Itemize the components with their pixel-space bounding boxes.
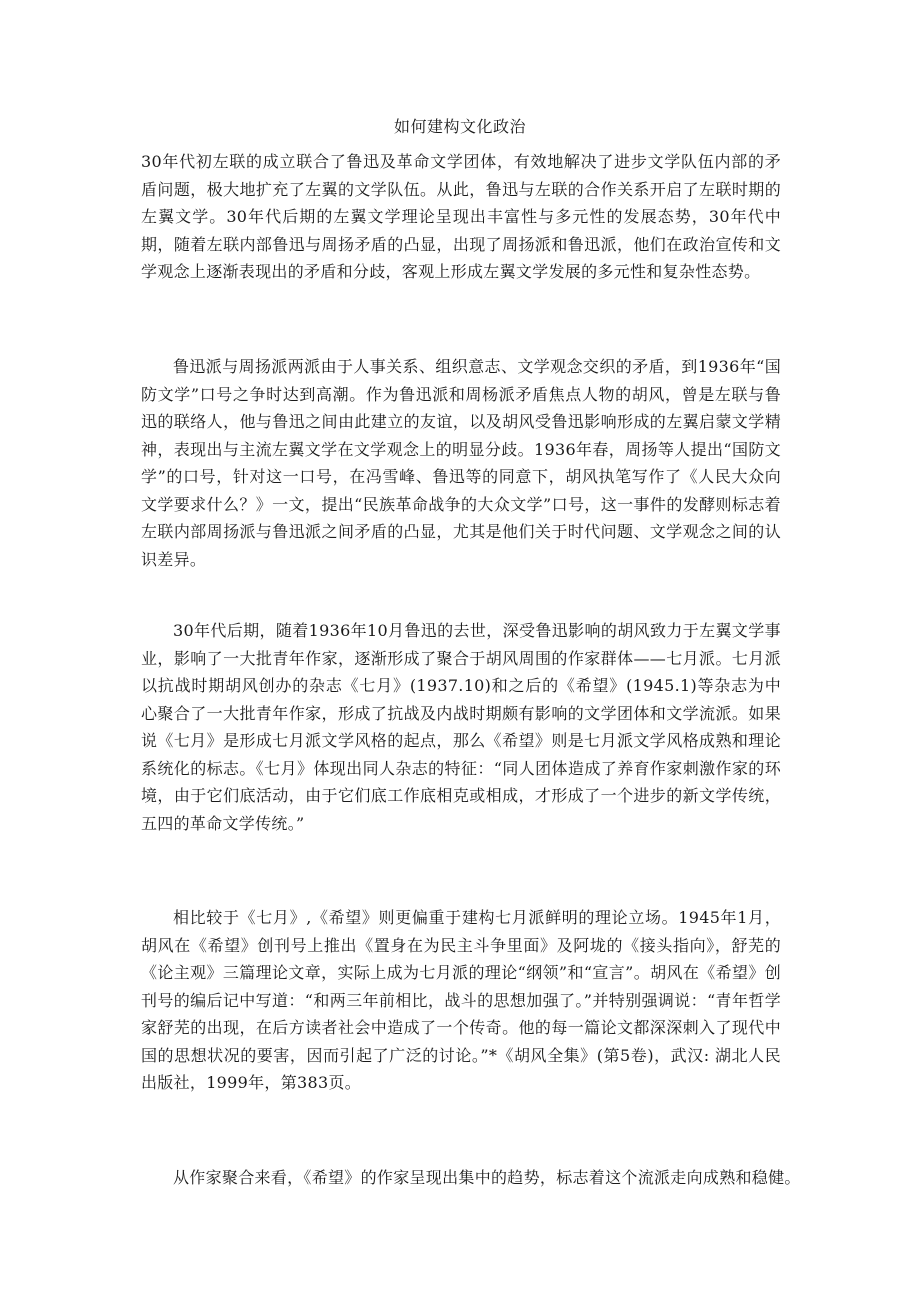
paragraph-4: 相比较于《七月》,《希望》则更偏重于建构七月派鲜明的理论立场。1945年1月，胡风在《希望》创刊号上推出《置身在为民主斗争里面》及阿垅的《接头指向》，舒芜的《论主观》三篇理论文章，实际上成为七月派的理论“纲领”和“宣言”。胡风在《希望》创刊号的编后记中写道：“和两三年前相比，战斗的思想加强了。”并特别强调说：“青年哲学家舒芜的出现，在后方读者社会中造成了一个传奇。他的每一篇论文都深深刺入了现代中国的思想状况的要害，因而引起了广泛的讨论。”*《胡风全集》(第5卷)，武汉: 湖北人民出版社，1999年，第383页。 xyxy=(141,908,781,1092)
paragraph-1: 30年代初左联的成立联合了鲁迅及革命文学团体，有效地解决了进步文学队伍内部的矛盾问题，极大地扩充了左翼的文学队伍。从此，鲁迅与左联的合作关系开启了左联时期的左翼文学。30年代后期的左翼文学理论呈现出丰富性与多元性的发展态势，30年代中期，随着左联内部鲁迅与周扬矛盾的凸显，出现了周扬派和鲁迅派，他们在政治宣传和文学观念上逐渐表现出的矛盾和分歧，客观上形成左翼文学发展的多元性和复杂性态势。 xyxy=(141,152,781,281)
paragraph-5: 从作家聚合来看，《希望》的作家呈现出集中的趋势，标志着这个流派走向成熟和稳健。 xyxy=(173,1168,801,1187)
paragraph-2: 鲁迅派与周扬派两派由于人事关系、组织意志、文学观念交织的矛盾，到1936年“国防文学”口号之争时达到高潮。作为鲁迅派和周杨派矛盾焦点人物的胡风，曾是左联与鲁迅的联络人，他与鲁迅之间由此建立的友谊，以及胡风受鲁迅影响形成的左翼启蒙文学精神，表现出与主流左翼文学在文学观念上的明显分歧。1936年春，周扬等人提出“国防文学”的口号，针对这一口号，在冯雪峰、鲁迅等的同意下，胡风执笔写作了《人民大众向文学要求什么？》一文，提出“民族革命战争的大众文学”口号，这一事件的发酵则标志着左联内部周扬派与鲁迅派之间矛盾的凸显，尤其是他们关于时代问题、文学观念之间的认识差异。 xyxy=(141,357,781,569)
paragraph-3: 30年代后期，随着1936年10月鲁迅的去世，深受鲁迅影响的胡风致力于左翼文学事业，影响了一大批青年作家，逐渐形成了聚合于胡风周围的作家群体——七月派。七月派以抗战时期胡风创办的杂志《七月》(1937.10)和之后的《希望》(1945.1)等杂志为中心聚合了一大批青年作家，形成了抗战及内战时期颇有影响的文学团体和文学流派。如果说《七月》是形成七月派文学风格的起点，那么《希望》则是七月派文学风格成熟和理论系统化的标志。《七月》体现出同人杂志的特征：“同人团体造成了养育作家刺激作家的环境，由于它们底活动，由于它们底工作底相克或相成，才形成了一个进步的新文学传统，五四的革命文学传统。” xyxy=(141,621,781,833)
document-title: 如何建构文化政治 xyxy=(393,117,526,136)
